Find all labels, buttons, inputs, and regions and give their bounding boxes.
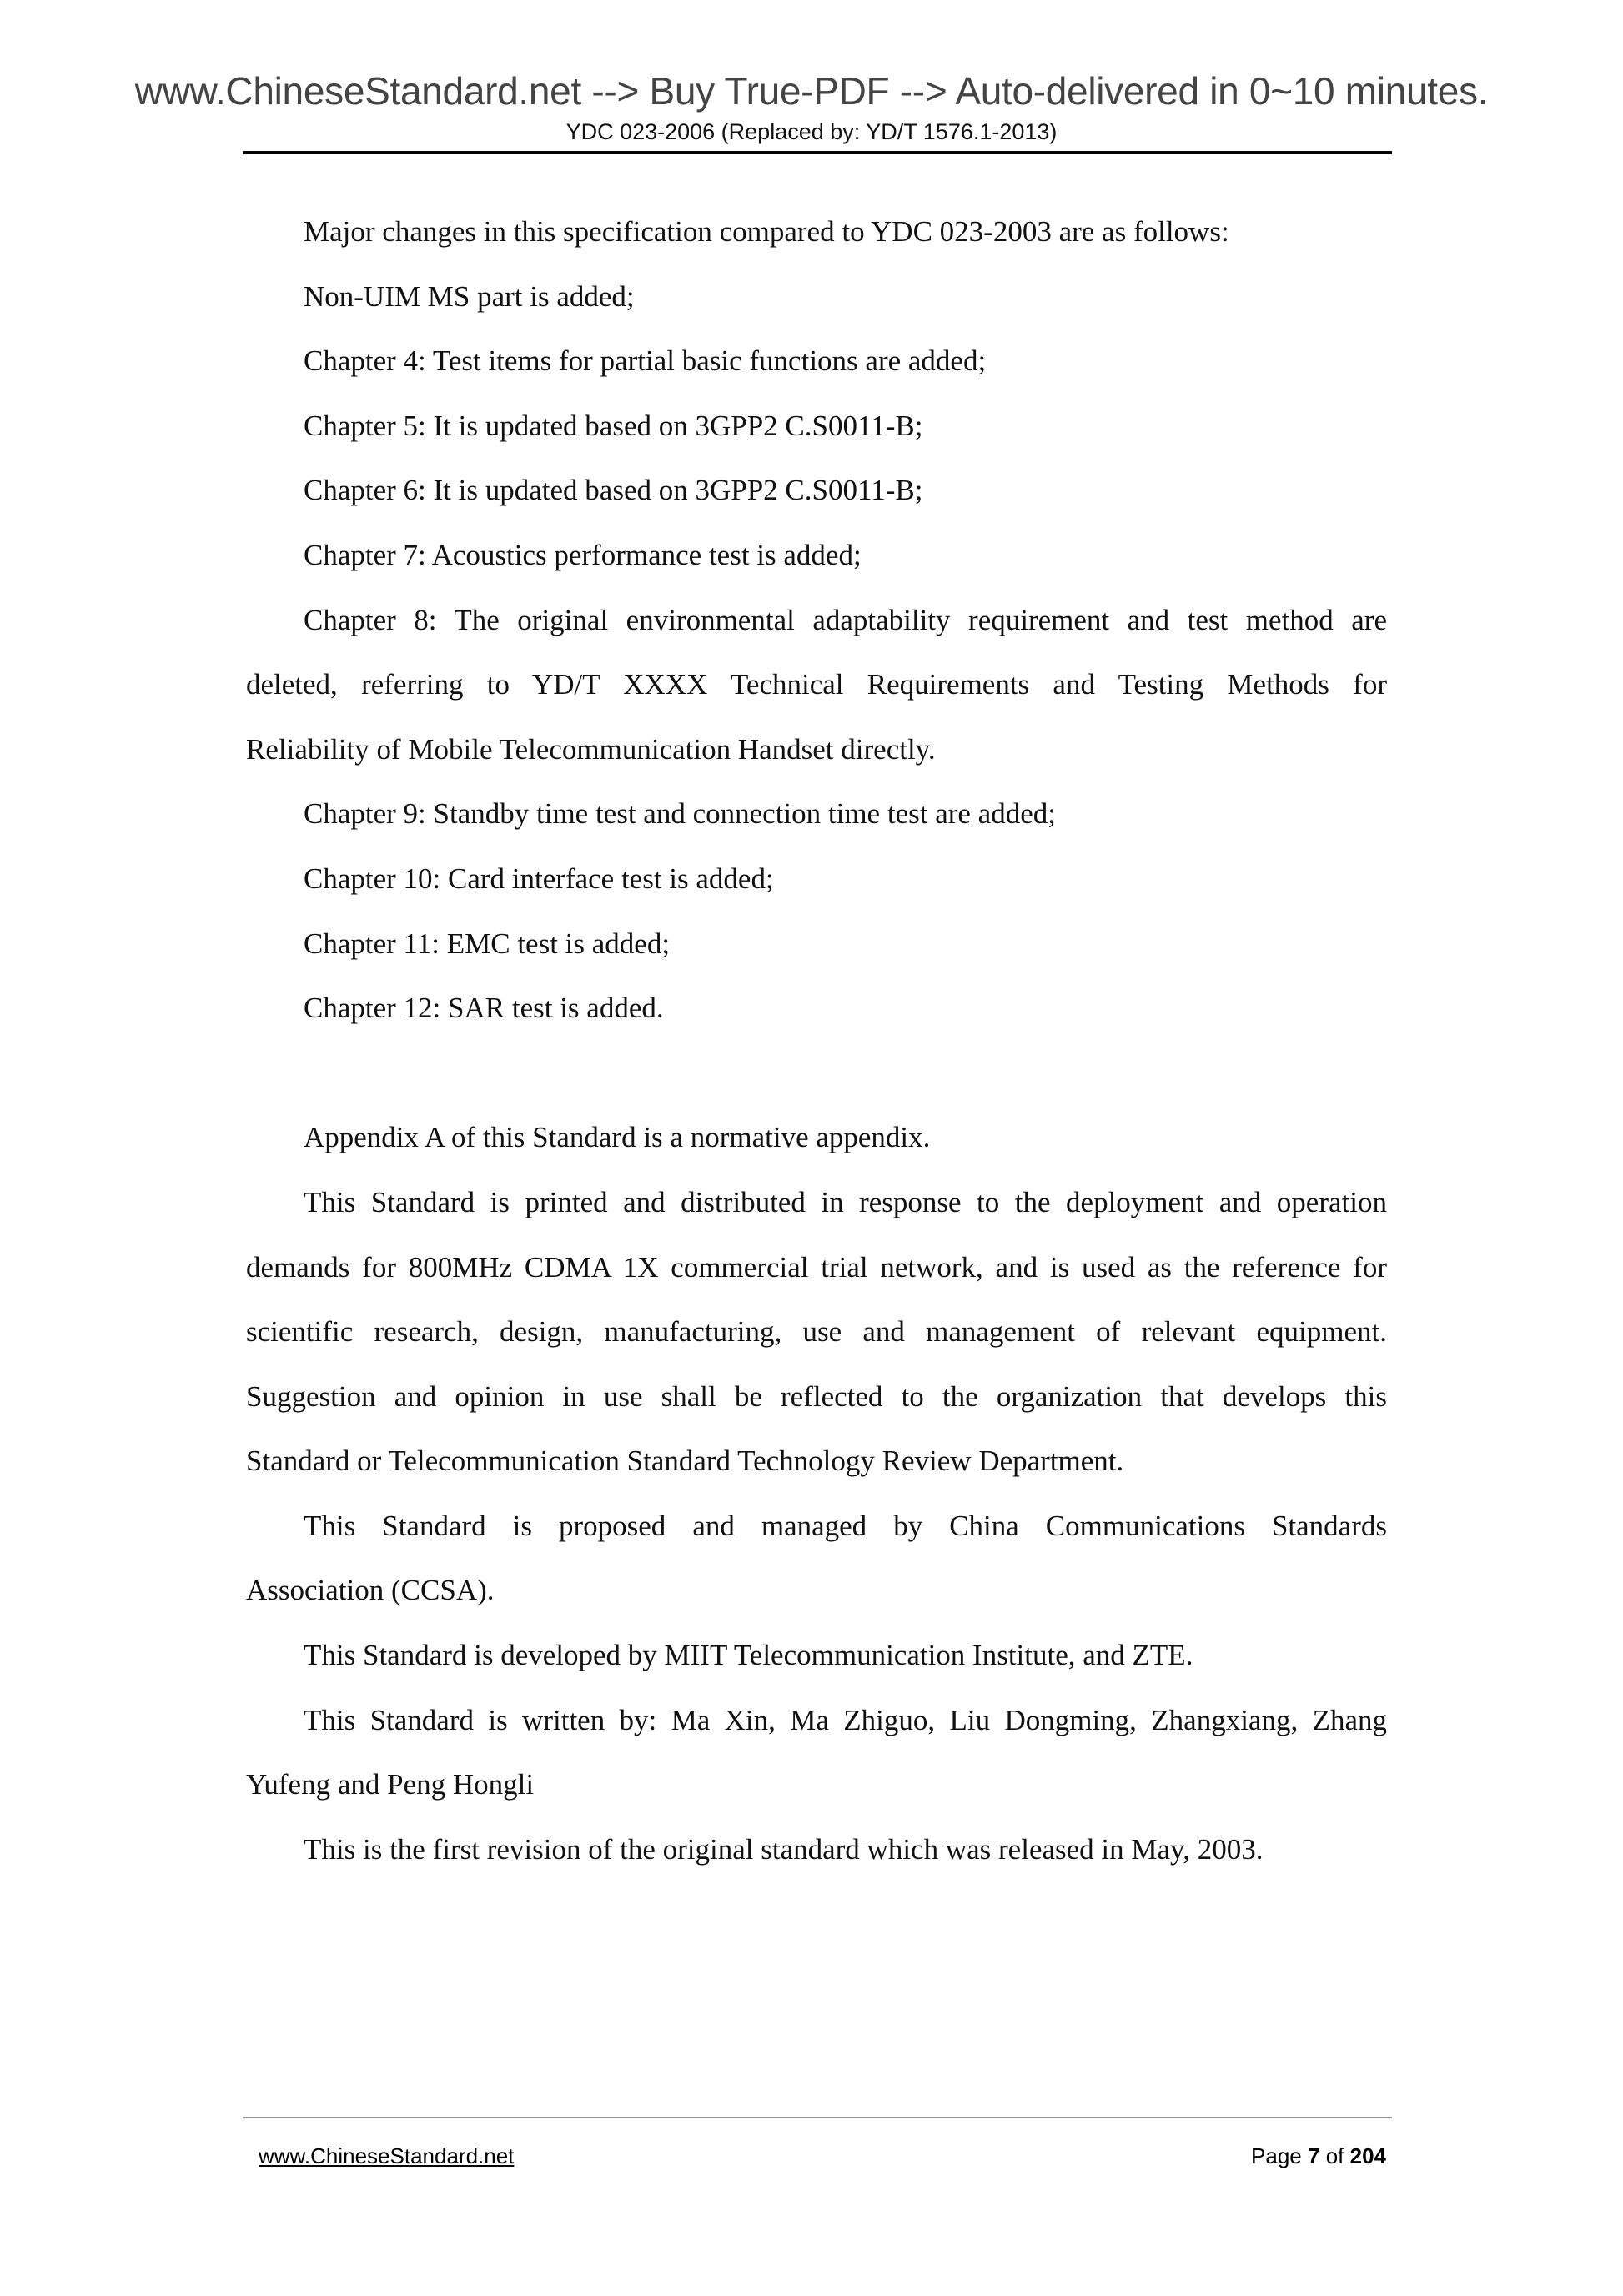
- developed-note: This Standard is developed by MIIT Telecommunication Institute, and ZTE.: [304, 1639, 1193, 1672]
- change-item: Chapter 9: Standby time test and connection time test are added;: [304, 797, 1056, 831]
- changes-intro: Major changes in this specification compared to YDC 023-2003 are as follows:: [304, 215, 1229, 248]
- change-item: Chapter 5: It is updated based on 3GPP2 C.S0011-B;: [304, 409, 923, 442]
- change-item: Chapter 6: It is updated based on 3GPP2 C.S0011-B;: [304, 474, 923, 507]
- purpose-line: Suggestion and opinion in use shall be reflected to the organization that develops this: [246, 1379, 1387, 1413]
- page-of: of: [1325, 2143, 1344, 2168]
- change-item: Chapter 12: SAR test is added.: [304, 992, 664, 1025]
- change-item: Chapter 11: EMC test is added;: [304, 927, 671, 960]
- change-item: Chapter 7: Acoustics performance test is added;: [304, 538, 862, 571]
- chapter8-line: Reliability of Mobile Telecommunication Handset directly.: [246, 732, 936, 766]
- document-body: [246, 199, 1387, 1882]
- change-item: Chapter 10: Card interface test is added;: [304, 862, 774, 895]
- page-total: 204: [1349, 2143, 1386, 2168]
- spacer: [246, 1041, 1387, 1106]
- document-id: YDC 023-2006 (Replaced by: YD/T 1576.1-2013): [565, 119, 1058, 144]
- chapter8-line: deleted, referring to YD/T XXXX Technical Requirements and Testing Methods for: [246, 668, 1387, 701]
- footer-rule: [243, 2117, 1392, 2118]
- page-prefix: Page: [1251, 2143, 1302, 2168]
- purpose-line: scientific research, design, manufacturing, use and management of relevant equipment.: [246, 1315, 1387, 1349]
- header-banner: www.ChineseStandard.net --> Buy True-PDF --> Auto-delivered in 0~10 minutes.: [134, 69, 1489, 113]
- chapter8-line: Chapter 8: The original environmental adaptability requirement and test method are: [304, 603, 1387, 636]
- header-rule: [243, 151, 1392, 154]
- revision-note: This is the first revision of the original standard which was released in May, 2003.: [304, 1832, 1264, 1866]
- purpose-line: Standard or Telecommunication Standard Technology Review Department.: [246, 1444, 1124, 1478]
- footer-link[interactable]: www.ChineseStandard.net: [259, 2143, 515, 2168]
- purpose-line: This Standard is printed and distributed in response to the deployment and operation: [304, 1185, 1387, 1218]
- written-line: Yufeng and Peng Hongli: [246, 1768, 535, 1801]
- page-number: [1251, 2143, 1386, 2169]
- change-item: Non-UIM MS part is added;: [304, 279, 635, 313]
- change-item: Chapter 4: Test items for partial basic functions are added;: [304, 344, 987, 378]
- appendix-note: Appendix A of this Standard is a normative appendix.: [304, 1121, 931, 1154]
- written-line: This Standard is written by: Ma Xin, Ma Zhiguo, Liu Dongming, Zhangxiang, Zhang: [304, 1703, 1387, 1736]
- proposed-line: Association (CCSA).: [246, 1574, 495, 1607]
- purpose-line: demands for 800MHz CDMA 1X commercial trial network, and is used as the reference for: [246, 1250, 1387, 1284]
- proposed-line: This Standard is proposed and managed by China Communications Standards: [304, 1509, 1387, 1542]
- page-current: 7: [1307, 2143, 1320, 2168]
